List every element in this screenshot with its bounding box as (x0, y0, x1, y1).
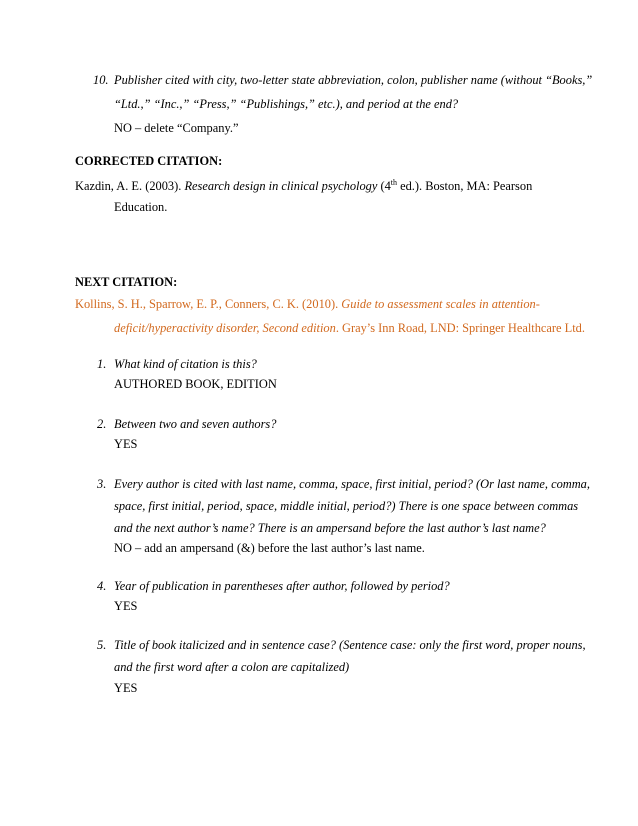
question-text: Between two and seven authors? (114, 417, 277, 431)
question-text: Year of publication in parentheses after author, followed by period? (114, 579, 450, 593)
citation-punct: . (335, 321, 343, 335)
answer-text: NO – add an ampersand (&) before the last author’s last name. (114, 541, 425, 555)
question-text: Publisher cited with city, two-letter state abbreviation, colon, publisher name (without “Books,” (114, 73, 593, 87)
question-text: What kind of citation is this? (114, 357, 257, 371)
citation-authors: Kollins, S. H., Sparrow, E. P., Conners, C. K. (2010). (75, 297, 342, 311)
answer-text: AUTHORED BOOK, EDITION (114, 377, 277, 391)
item-number: 3. (97, 477, 107, 491)
question-text: and the next author’s name? There is an ampersand before the last author’s last name? (114, 521, 546, 535)
citation-title: deficit/hyperactivity disorder, Second edition (114, 321, 336, 335)
corrected-citation-line1 (75, 175, 532, 194)
item-number: 2. (97, 417, 107, 431)
citation-edition-pre: (4 (377, 179, 391, 194)
item-number: 10. (93, 73, 109, 87)
question-text: space, first initial, period, space, middle initial, period?) There is one space between commas (114, 499, 579, 513)
answer-text: NO – delete “Company.” (114, 121, 239, 135)
corrected-citation-line2: Education. (114, 200, 168, 214)
item-number: 5. (97, 638, 107, 652)
next-citation-line2 (114, 320, 585, 336)
next-citation-line1 (75, 296, 540, 312)
answer-text: YES (114, 681, 138, 695)
item-number: 4. (97, 579, 107, 593)
question-text: Title of book italicized and in sentence case? (Sentence case: only the first word, proper nouns, (114, 638, 586, 652)
item-number: 1. (97, 357, 107, 371)
citation-authors: Kazdin, A. E. (2003). (75, 179, 185, 194)
citation-title: Guide to assessment scales in attention- (341, 297, 540, 311)
question-text: and the first word after a colon are capitalized) (114, 660, 350, 674)
citation-title: Research design in clinical psychology (184, 179, 378, 194)
citation-edition-post: ed.). Boston, MA: Pearson (397, 179, 533, 194)
citation-edition-sup: th (390, 178, 398, 187)
answer-text: YES (114, 437, 138, 451)
corrected-citation-heading: CORRECTED CITATION: (75, 154, 223, 168)
answer-text: YES (114, 599, 138, 613)
question-text: Every author is cited with last name, comma, space, first initial, period? (Or last name, comma, (114, 477, 590, 491)
next-citation-heading: NEXT CITATION: (75, 275, 178, 289)
question-text: “Ltd.,” “Inc.,” “Press,” “Publishings,” etc.), and period at the end? (114, 97, 459, 111)
citation-publisher: Gray’s Inn Road, LND: Springer Healthcare Ltd. (342, 321, 585, 335)
